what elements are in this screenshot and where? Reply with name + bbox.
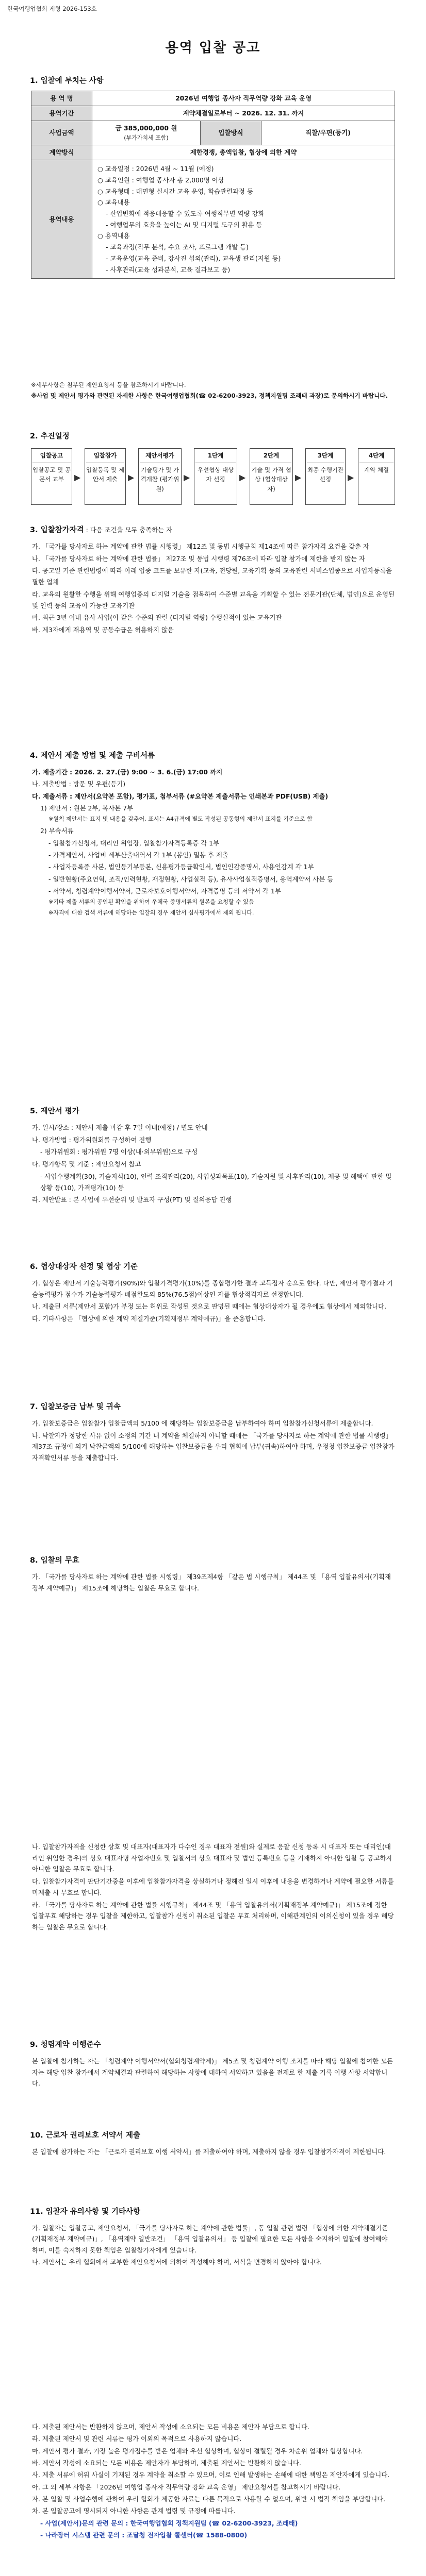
table-row — [31, 91, 395, 106]
section-9-body — [32, 2056, 395, 2090]
list-item: - 가격제안서, 사업비 세부산출내역서 각 1부 (봉인) 밀봉 후 제출 — [48, 851, 228, 859]
section-1-heading: 1. 입찰에 부치는 사항 — [30, 77, 104, 85]
table-label: 용역내용 — [31, 160, 92, 279]
list-item: 자. 본 입찰 및 사업수행에 관하여 우리 협회가 제공한 자료는 다른 목적으로 사용할 수 없으며, 위반 시 법적 책임을 부담합니다. — [32, 2495, 386, 2503]
flow-step-body: 계약 체결 — [364, 466, 389, 473]
list-item: - 일반현황(주요연혁, 조직/인력현황, 재정현황, 사업실적 등), 유사사업실적증명서, 용역계약서 사본 등 — [48, 875, 334, 883]
flow-step-body: 최종 수행기관 선정 — [307, 466, 344, 483]
list-item: - 교육과정(직무 분석, 수요 조사, 프로그램 개발 등) — [106, 243, 249, 251]
list-item: 1) 제안서 : 원본 2부, 복사본 7부 — [40, 804, 133, 812]
section-9-heading: 9. 청렴계약 이행준수 — [30, 2041, 101, 2049]
section-3-body — [32, 541, 395, 637]
list-item: 가. 「국가를 당사자로 하는 계약에 관한 법률 시행령」 제39조제4항 「같은 법 시행규칙」 제44조 및 「용역 입찰유의서(기획재정부 계약예규)」 제15조에 해당하는 입찰은 무효로 합니다. — [32, 1573, 391, 1592]
list-item: 가. 「국가를 당사자로 하는 계약에 관한 법률 시행령」 제12조 및 동법 시행규칙 제14조에 따른 참가자격 요건을 갖춘 자 — [32, 543, 369, 550]
paragraph: 본 입찰에 참가하는 자는 「근로자 권리보호 이행 서약서」를 제출하여야 하며, 제출하지 않을 경우 입찰참가자격이 제한됩니다. — [32, 2148, 386, 2156]
list-item: - 서약서, 청렴계약이행서약서, 근로자보호이행서약서, 자격증명 등의 서약서 각 1부 — [48, 887, 281, 895]
list-item: - 사업수행계획(30), 기술지식(10), 인력 조직관리(20), 사업성과목표(10), 기술지원 및 사후관리(10), 제공 및 혜택에 관한 및 상황 등(10), 가격평가(10) 등 — [40, 1172, 392, 1192]
list-item: 마. 제안서 평가 결과, 가장 높은 평가점수를 받은 업체와 우선 협상하며, 협상이 결렬될 경우 차순위 업체와 협상합니다. — [32, 2447, 363, 2455]
list-item: 사. 제출 서류에 허위 사실이 기재된 경우 계약을 취소할 수 있으며, 이로 인해 발생하는 손해에 대한 책임은 제안자에게 있습니다. — [32, 2471, 390, 2479]
arrow-right-icon: ▶ — [348, 472, 354, 482]
footnote: ※세부사항은 첨부된 제안요청서 등을 참조하시기 바랍니다. — [31, 381, 186, 388]
contact-footnote: ※사업 및 제안서 평가와 관련된 자세한 사항은 한국여행업협회(☎ 02-6200-3923, 정책지원팀 조래태 과장)로 문의하시기 바랍니다. — [31, 392, 388, 399]
list-item: - 교육운영(교육 준비, 강사진 섭외(관리), 교육생 관리(지원 등) — [106, 254, 281, 262]
list-item: 다. 공고일 기준 관련법령에 따라 아래 업종 코드를 보유한 자(교육, 전당원, 교육기획 등의 교육관련 서비스업종으로 사업자등록을 필한 업체 — [32, 567, 392, 586]
list-item: 나. 낙찰자가 정당한 사유 없이 소정의 기간 내 계약을 체결하지 아니할 때에는 「국가를 당사자로 하는 계약에 관한 법률 시행령」 제37조 규정에 의거 낙찰금액의 5/100에 해당하는 입찰보증금을 우리 협회에 납부(귀속)하여야 하며, 우정청 입찰보증금 입찰참가자격확인서류 등을 제출합니다. — [32, 1431, 395, 1462]
list-item: ○ 교육내용 — [97, 198, 130, 207]
list-item: 라. 「국가를 당사자로 하는 계약에 관한 법률 시행규칙」 제44조 및 「용역 입찰유의서(기획재정부 계약예규)」 제15조에 정한 입찰무효 해당하는 경우 입찰을 제한하고, 입찰참가 신청이 취소된 입찰은 무효 처리하며, 이해관계인의 이의신청이 있을 경우 해당하는 입찰은 무효로 합니다. — [32, 1901, 394, 1931]
list-item: 나. 제안서는 우리 협회에서 교부한 제안요청서에 의하여 작성해야 하며, 서식을 변경하지 않아야 합니다. — [32, 2258, 322, 2266]
flow-step-head: 2단계 — [251, 451, 291, 463]
arrow-right-icon: ▶ — [74, 472, 81, 482]
contact-line: - 나라장터 시스템 관련 문의 : 조달청 전자입찰 콜센터(☎ 1588-0800) — [40, 2531, 248, 2539]
list-item: 다. 입찰참가자격이 판단기간중을 이후에 입찰참가자격을 상실하거나 정해진 일시 이후에 내용을 변경하거나 계약에 필요한 서류를 미제출 시 무효로 합니다. — [32, 1877, 394, 1896]
list-item: 아. 그 외 세부 사항은 「2026년 여행업 종사자 직무역량 강화 교육 운영」 제안요청서를 참고하시기 바랍니다. — [32, 2483, 341, 2491]
list-item: - 입찰참가신청서, 대리인 위임장, 입찰참가자격등록증 각 1부 — [48, 839, 220, 847]
table-value: 2026년 여행업 종사자 직무역량 강화 교육 운영 — [92, 91, 395, 106]
list-item: ○ 교육일정 : 2026년 4월 ~ 11월 (예정) — [97, 165, 214, 173]
flow-step — [358, 448, 395, 505]
list-item: 나. 제출방법 : 방문 및 우편(등기) — [32, 780, 126, 788]
arrow-right-icon: ▶ — [295, 472, 302, 482]
list-item: ※기타 제출 서류의 공인된 확인을 위하여 우체국 증명서류의 원본을 요청할 수 있음 — [48, 899, 254, 906]
flow-step-head: 3단계 — [307, 451, 344, 463]
flow-step-body: 입찰공고 및 공문서 교부 — [32, 466, 71, 483]
section-3-heading — [30, 524, 401, 536]
page-title: 용역 입찰 공고 — [165, 40, 261, 56]
section-4-body — [32, 767, 395, 919]
table-label: 계약방식 — [31, 145, 92, 160]
list-item: 나. 평가방법 : 평가위원회를 구성하여 진행 — [32, 1136, 152, 1144]
flow-step — [305, 448, 346, 505]
flow-step-head: 입찰공고 — [32, 451, 71, 463]
section-7-body — [32, 1418, 395, 1465]
flow-step-head: 4단계 — [359, 451, 394, 463]
section-8-continued — [32, 1841, 395, 1934]
list-item: 다. 기타사항은 「협상에 의한 계약 제결기준(기획재정부 계약예규)」을 준용합니다. — [32, 1315, 266, 1323]
flow-step — [250, 448, 293, 505]
list-item: 나. 「국가를 당사자로 하는 계약에 관한 법률」 제27조 및 동법 시행령 제76조에 따라 입찰 참가에 제한을 받지 않는 자 — [32, 554, 365, 563]
list-item: 차. 본 입찰공고에 명시되지 아니한 사항은 관계 법령 및 규정에 따릅니다. — [32, 2507, 236, 2515]
list-item: 라. 제안발표 : 본 사업에 우선순위 및 발표자 구성(PT) 및 질의응답 진행 — [32, 1196, 232, 1204]
list-item: 가. 협상은 제안서 기술능력평가(90%)와 입찰가격평가(10%)를 종합평가한 결과 고득점자 순으로 한다. 다만, 제안서 평가결과 기술능력평가 점수가 기술능력평가 배점한도의 85%(76.5점)이상인 자를 협상적격자로 선정합니다. — [32, 1279, 393, 1298]
scope-cell — [92, 160, 395, 279]
table-label: 입찰방식 — [201, 121, 261, 145]
flow-step-body: 기술 및 가격 협상 (협상대상자) — [251, 466, 291, 493]
flow-step-head: 입찰참가 — [86, 451, 124, 463]
list-item: 가. 일시/장소 : 제안서 제출 마감 후 7일 이내(예정) / 별도 안내 — [32, 1124, 208, 1131]
table-row — [31, 145, 395, 160]
list-item: 다. 제출서류 : 제안서(요약본 포함), 평가표, 첨부서류 (#요약본 제출서류는 인쇄본과 PDF(USB) 제출) — [32, 792, 329, 800]
table-value: 직찰/우편(등기) — [261, 121, 395, 145]
section-11-body — [32, 2223, 395, 2268]
list-item: - 평가위원회 : 평가위원 7명 이상(내·외부위원)으로 구성 — [40, 1148, 198, 1156]
section-3-title: 3. 입찰참가자격 — [30, 526, 84, 534]
list-item: 라. 제출된 제안서 및 관련 서류는 평가 이외의 목적으로 사용하지 않습니다. — [32, 2435, 242, 2443]
document-number: 한국여행업협회 게형 2026-153호 — [7, 5, 97, 12]
flow-step-head: 제안서평가 — [140, 451, 180, 463]
budget-note: (부가가치세 포함) — [124, 134, 169, 142]
section-8-heading: 8. 입찰의 무효 — [30, 1556, 79, 1565]
flow-step — [138, 448, 182, 505]
paragraph: 본 입찰에 참가하는 자는 「청렴계약 이행서약서(협회청렴계약제)」 제5조 및 청렴계약 이행 조치를 따라 해당 입찰에 참여한 모든 자는 해당 입찰 참가에서 계약체결과 관련하여 해당하는 사항에 대하여 서약하고 있음을 전제로 한 제출 기록 이행 사항 서약합니다. — [32, 2057, 393, 2088]
list-item: 가. 제출기간 : 2026. 2. 27.(금) 9:00 ~ 3. 6.(금) 17:00 까지 — [32, 768, 223, 776]
section-10-body — [32, 2146, 395, 2159]
flow-step-body: 우선협상 대상자 선정 — [197, 466, 234, 483]
table-label: 사업금액 — [31, 121, 92, 145]
list-item: 2) 부속서류 — [40, 827, 74, 835]
budget-amount: 금 385,000,000 원 — [115, 124, 177, 132]
section-10-heading: 10. 근로자 권리보호 서약서 제출 — [30, 2131, 140, 2140]
table-row — [31, 106, 395, 121]
section-7-heading: 7. 입찰보증금 납부 및 귀속 — [30, 1403, 121, 1411]
list-item: 다. 제출된 제안서는 반환하지 않으며, 제안서 작성에 소요되는 모든 비용은 제안자 부담으로 합니다. — [32, 2423, 309, 2431]
list-item: - 사업자등록증 사본, 법인등기부등본, 신용평가등급확인서, 법인인감증명서, 사용인감계 각 1부 — [48, 863, 314, 871]
section-11-heading: 11. 입찰자 유의사항 및 기타사항 — [30, 2208, 140, 2216]
list-item: - 사후관리(교육 성과분석, 교육 결과보고 등) — [106, 265, 231, 274]
section-5-heading: 5. 제안서 평가 — [30, 1107, 79, 1115]
flow-step — [31, 448, 72, 505]
section-1-notes — [31, 380, 394, 402]
section-5-body — [32, 1122, 395, 1207]
list-item: 가. 입찰보증금은 입찰참가 입찰금액의 5/100 에 해당하는 입찰보증금을 납부하여야 하며 입찰참가신청서류에 제출합니다. — [32, 1419, 373, 1427]
section-6-heading: 6. 협상대상자 선정 및 협상 기준 — [30, 1263, 138, 1271]
list-item: - 여행업무의 효율을 높이는 AI 및 디지털 도구의 활용 등 — [106, 221, 263, 229]
section-11-continued — [32, 2421, 395, 2541]
section-2-heading: 2. 추진일정 — [30, 432, 70, 440]
section-4-heading: 4. 제안서 제출 방법 및 제출 구비서류 — [30, 752, 155, 760]
list-item: 나. 입찰참가자격을 신청한 상호 및 대표자(대표자가 다수인 경우 대표자 전원)와 실제로 응찰 신청 등록 시 대표자 또는 대리인(대리인 위임한 경우)의 상호 대표자명 사업자번호 및 입찰서의 상호 대표자 및 법인 등록번호 등을 기재하지 아니한 입찰 등 공고하지 아니한 입찰은 무효로 합니다. — [32, 1843, 392, 1873]
list-item: 바. 제3자에게 재용역 및 공동수급은 허용하지 않음 — [32, 625, 174, 634]
list-item: 라. 교육의 원활한 수행을 위해 여행업종의 디지털 기술을 접목하여 수준별 교육을 기획할 수 있는 전문기관(단체, 법인)으로 운영된 및 인력 등의 교육이 가능한 교육기관 — [32, 590, 395, 609]
table-label: 용 역 명 — [31, 91, 92, 106]
schedule-flow — [31, 448, 395, 510]
list-item: ○ 교육인원 : 여행업 종사자 총 2,000명 이상 — [97, 176, 224, 184]
list-item: 가. 입찰자는 입찰공고, 제안요청서, 「국가를 당사자로 하는 계약에 관한 법률」, 동 입찰 관련 법령 「협상에 의한 계약체결기준(기획재정부 계약예규)」, 「용역계약 일반조건」 「용역 입찰유의서」 등 입찰에 필요한 모든 사항을 숙지하여 입찰에 참여해야 하며, 이를 숙지하지 못한 책임은 입찰참가자에게 있습니다. — [32, 2224, 388, 2254]
table-value — [92, 121, 201, 145]
contact-line: - 사업(제안서)문의 관련 문의 : 한국여행업협회 정책지원팀 (☎ 02-6200-3923, 조래태) — [40, 2519, 298, 2527]
table-value: 제한경쟁, 총액입찰, 협상에 의한 계약 — [92, 145, 395, 160]
list-item: 마. 최근 3년 이내 유사 사업(이 같은 수준의 관련 (디지털 역량) 수행실적이 있는 교육기관 — [32, 614, 282, 622]
list-item: - 산업변화에 적응대응할 수 있도록 여행직무별 역량 강화 — [106, 210, 265, 217]
list-item: ○ 교육형태 : 대면형 실시간 교육 운영, 학습관련과정 등 — [97, 187, 253, 195]
list-item: ※자격에 대한 검색 서류에 해당하는 입찰의 경우 제안서 심사평가에서 제외 됩니다. — [48, 909, 254, 917]
table-value: 계약체결일로부터 ~ 2026. 12. 31. 까지 — [92, 106, 395, 121]
flow-step — [85, 448, 126, 505]
arrow-right-icon: ▶ — [184, 472, 190, 482]
arrow-right-icon: ▶ — [128, 472, 135, 482]
list-item: ※원칙 제안서는 표지 및 내용을 갖추어, 표시는 A4규격에 별도 작성된 공동형의 제안서 표지를 기준으로 함 — [48, 816, 313, 823]
table-label: 용역기간 — [31, 106, 92, 121]
section-6-body — [32, 1278, 395, 1326]
list-item: 나. 제출된 서류(제안서 포함)가 부정 또는 허위로 작성된 것으로 판명된 때에는 협상대상자가 될 경우에도 협상에서 제외합니다. — [32, 1302, 387, 1311]
flow-step-head: 1단계 — [195, 451, 236, 463]
section-3-subtitle: : 다음 조건을 모두 충족하는 자 — [84, 526, 173, 534]
flow-step-body: 입찰등록 및 제안서 제출 — [86, 466, 124, 483]
flow-step — [194, 448, 237, 505]
bid-info-table — [31, 91, 395, 279]
list-item: 다. 평가항목 및 기준 : 제안요청서 참고 — [32, 1160, 141, 1168]
section-8-body — [32, 1571, 395, 1595]
table-row — [31, 160, 395, 279]
list-item: 바. 제안서 작성에 소요되는 모든 비용은 제안자가 부담하며, 제출된 제안서는 반환하지 않습니다. — [32, 2459, 301, 2467]
flow-step-body: 기술평가 및 가격개찰 (평가위원) — [140, 466, 179, 493]
table-row — [31, 121, 395, 145]
list-item: ○ 용역내용 — [97, 232, 130, 240]
arrow-right-icon: ▶ — [239, 472, 246, 482]
